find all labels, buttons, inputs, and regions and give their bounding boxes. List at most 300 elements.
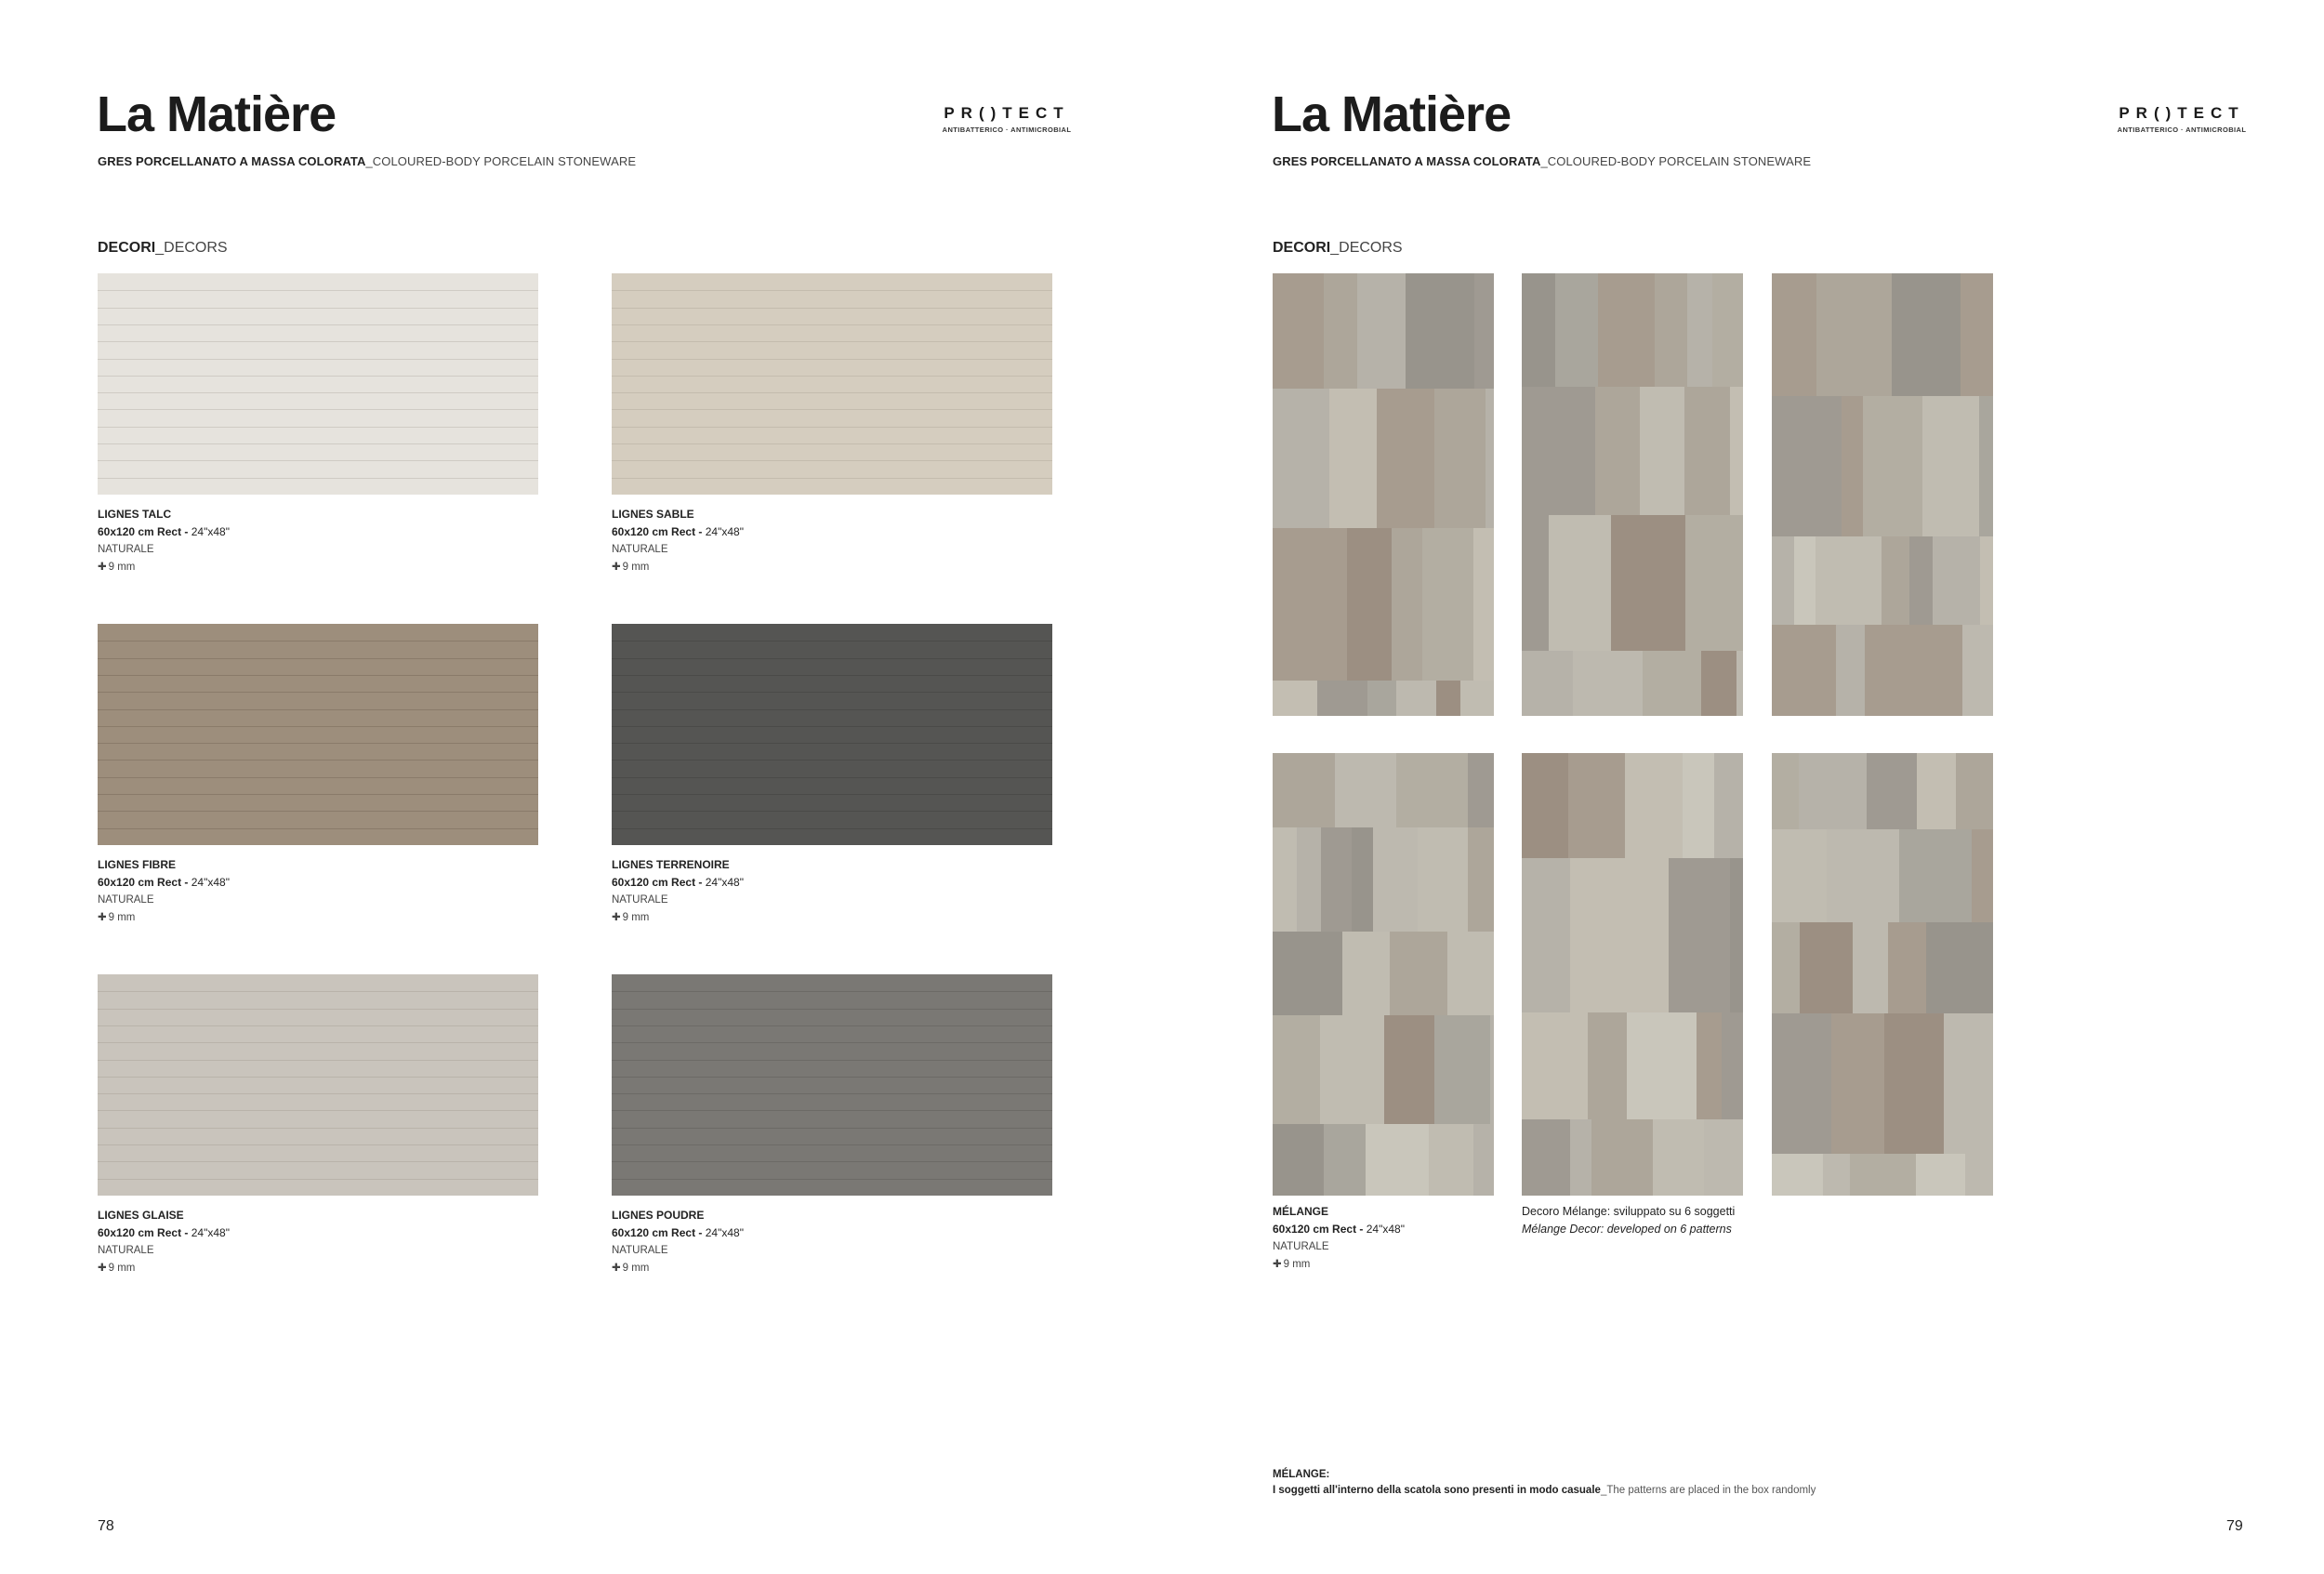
product-size (612, 874, 1002, 892)
section-light: _DECORS (155, 240, 228, 256)
pattern-block (1772, 1013, 1831, 1154)
tile-stripe (612, 1161, 1052, 1162)
thickness-icon: ✚ (1273, 1259, 1282, 1270)
tile-stripe (612, 692, 1052, 693)
pattern-block (1772, 396, 1842, 536)
pattern-block (1794, 536, 1816, 625)
collection-title: La Matière (97, 86, 337, 142)
pattern-block (1570, 1119, 1591, 1196)
pattern-block (1329, 389, 1377, 528)
product-thickness (612, 559, 1002, 576)
pattern-block (1522, 651, 1573, 716)
product-tile (612, 624, 1052, 845)
tile-stripe (98, 1009, 538, 1010)
product-size-metric: 60x120 cm Rect - (612, 1226, 703, 1239)
tile-stripe (98, 1060, 538, 1061)
product-finish: NATURALE (98, 894, 154, 906)
section-bold: DECORI (1273, 240, 1331, 256)
pattern-block (1321, 827, 1352, 932)
pattern-block (1799, 753, 1867, 829)
tile-stripe (612, 991, 1052, 992)
product-caption (612, 1207, 1002, 1277)
pattern-block (1490, 1015, 1494, 1124)
thickness-icon: ✚ (612, 562, 621, 573)
pattern-block (1352, 827, 1373, 932)
decor-note-it: Decoro Mélange: sviluppato su 6 soggetti (1522, 1205, 1736, 1218)
product-name: LIGNES SABLE (612, 508, 694, 521)
pattern-block (1701, 651, 1736, 716)
pattern-block (1573, 651, 1611, 716)
melange-pattern-tile (1522, 753, 1743, 1196)
product-caption (98, 856, 488, 927)
pattern-block (1273, 389, 1329, 528)
product-size-metric: 60x120 cm Rect - (98, 876, 189, 889)
pattern-block (1772, 1154, 1823, 1196)
product-tile (98, 273, 538, 495)
product-size-inch: 24"x48" (705, 1226, 744, 1239)
pattern-block (1687, 273, 1712, 387)
pattern-block (1422, 528, 1473, 681)
section-heading (1273, 240, 1403, 257)
product-size-inch: 24"x48" (705, 525, 744, 538)
pattern-block (1522, 858, 1570, 1012)
footnote-title: MÉLANGE: (1273, 1469, 1330, 1480)
pattern-block (1317, 681, 1367, 716)
tile-stripe (98, 427, 538, 428)
product-thickness (98, 1260, 488, 1277)
pattern-block (1390, 932, 1447, 1015)
collection-title: La Matière (1272, 86, 1512, 142)
tile-stripe (98, 811, 538, 812)
tile-stripe (612, 341, 1052, 342)
pattern-block (1611, 651, 1643, 716)
pattern-block (1486, 389, 1494, 528)
tile-stripe (612, 324, 1052, 325)
pattern-block (1653, 1119, 1704, 1196)
product-thickness-value: 9 mm (108, 912, 136, 923)
tile-stripe (98, 794, 538, 795)
product-tile (612, 974, 1052, 1196)
pattern-block (1917, 753, 1956, 829)
pattern-block (1730, 387, 1743, 515)
pattern-block (1640, 387, 1684, 515)
product-thickness-value: 9 mm (108, 562, 136, 573)
pattern-block (1823, 1154, 1850, 1196)
pattern-block (1836, 625, 1865, 716)
product-tile (98, 624, 538, 845)
pattern-block (1655, 273, 1687, 387)
product-thickness-value: 9 mm (622, 1263, 650, 1274)
thickness-icon: ✚ (98, 912, 107, 923)
pattern-block (1522, 753, 1568, 858)
product-thickness-value: 9 mm (622, 562, 650, 573)
product-size-metric: 60x120 cm Rect - (98, 1226, 189, 1239)
tile-stripe (612, 709, 1052, 710)
pattern-block (1772, 273, 1816, 396)
product-name: LIGNES TERRENOIRE (612, 858, 730, 871)
pattern-block (1396, 681, 1436, 716)
pattern-block (1591, 1119, 1653, 1196)
tile-stripe (98, 777, 538, 778)
melange-pattern-tile (1522, 273, 1743, 716)
product-thickness (98, 559, 488, 576)
product-thickness-value: 9 mm (622, 912, 650, 923)
product-size (98, 874, 488, 892)
pattern-block (1297, 827, 1321, 932)
pattern-block (1956, 753, 1993, 829)
subtitle-bold: GRES PORCELLANATO A MASSA COLORATA (1273, 154, 1541, 168)
pattern-block (1396, 753, 1468, 827)
pattern-block (1555, 273, 1598, 387)
pattern-block (1588, 1012, 1627, 1119)
pattern-block (1434, 1015, 1490, 1124)
pattern-block (1273, 681, 1317, 716)
pattern-block (1888, 922, 1926, 1013)
pattern-block (1685, 515, 1743, 651)
pattern-block (1926, 922, 1993, 1013)
tile-stripe (98, 1042, 538, 1043)
collection-subtitle (98, 154, 636, 168)
pattern-block (1625, 753, 1683, 858)
melange-pattern-tile (1273, 273, 1494, 716)
footnote-bold: I soggetti all'interno della scatola sono presenti in modo casuale (1273, 1485, 1601, 1496)
tile-stripe (612, 359, 1052, 360)
protect-logo (2112, 104, 2251, 134)
tile-stripe (612, 1093, 1052, 1094)
tile-stripe (98, 359, 538, 360)
tile-stripe (612, 1042, 1052, 1043)
product-size-metric: 60x120 cm Rect - (1273, 1223, 1364, 1236)
section-bold: DECORI (98, 240, 156, 256)
pattern-block (1273, 753, 1335, 827)
pattern-block (1522, 515, 1549, 651)
pattern-block (1979, 396, 1993, 536)
pattern-block (1909, 536, 1933, 625)
product-finish: NATURALE (98, 1245, 154, 1256)
pattern-block (1468, 753, 1494, 827)
right-page (1162, 0, 2324, 1574)
pattern-block (1595, 387, 1640, 515)
pattern-block (1273, 827, 1297, 932)
product-size-inch: 24"x48" (191, 525, 230, 538)
product-size-inch: 24"x48" (191, 1226, 230, 1239)
pattern-block (1920, 625, 1962, 716)
tile-stripe (98, 443, 538, 444)
tile-stripe (98, 308, 538, 309)
pattern-block (1722, 1012, 1743, 1119)
section-heading (98, 240, 228, 257)
pattern-block (1772, 536, 1794, 625)
tile-stripe (98, 324, 538, 325)
pattern-block (1373, 827, 1418, 932)
product-name: LIGNES POUDRE (612, 1209, 705, 1222)
subtitle-light: _COLOURED-BODY PORCELAIN STONEWARE (365, 154, 637, 168)
subtitle-light: _COLOURED-BODY PORCELAIN STONEWARE (1540, 154, 1812, 168)
protect-logo (937, 104, 1076, 134)
pattern-block (1273, 932, 1342, 1015)
product-caption (98, 506, 488, 576)
tile-stripe (612, 658, 1052, 659)
pattern-block (1434, 389, 1486, 528)
pattern-block (1850, 1154, 1916, 1196)
pattern-block (1697, 1012, 1722, 1119)
pattern-block (1669, 858, 1730, 1012)
pattern-block (1570, 858, 1612, 1012)
pattern-block (1598, 273, 1655, 387)
tile-stripe (98, 726, 538, 727)
tile-stripe (612, 1128, 1052, 1129)
pattern-block (1611, 515, 1685, 651)
pattern-block (1384, 1015, 1434, 1124)
tile-stripe (98, 641, 538, 642)
product-size (98, 1224, 488, 1242)
product-size (612, 1224, 1002, 1242)
pattern-block (1347, 528, 1392, 681)
product-size (612, 523, 1002, 541)
pattern-block (1683, 753, 1714, 858)
pattern-block (1522, 1119, 1570, 1196)
tile-stripe (98, 376, 538, 377)
pattern-block (1853, 922, 1888, 1013)
tile-stripe (98, 675, 538, 676)
tile-stripe (98, 1144, 538, 1145)
pattern-block (1568, 753, 1625, 858)
product-thickness (612, 909, 1002, 927)
tile-stripe (612, 427, 1052, 428)
tile-stripe (612, 1060, 1052, 1061)
pattern-block (1730, 858, 1743, 1012)
pattern-block (1377, 389, 1434, 528)
pattern-block (1816, 273, 1892, 396)
pattern-block (1342, 932, 1390, 1015)
pattern-block (1612, 858, 1669, 1012)
pattern-block (1273, 1015, 1320, 1124)
tile-stripe (98, 478, 538, 479)
tile-stripe (612, 1025, 1052, 1026)
product-thickness-value: 9 mm (1283, 1259, 1311, 1270)
product-caption (98, 1207, 488, 1277)
pattern-block (1460, 681, 1494, 716)
tile-stripe (98, 709, 538, 710)
tile-stripe (612, 811, 1052, 812)
tile-stripe (612, 641, 1052, 642)
pattern-block (1831, 1013, 1884, 1154)
product-size-metric: 60x120 cm Rect - (98, 525, 189, 538)
tile-stripe (612, 726, 1052, 727)
tile-stripe (612, 1179, 1052, 1180)
pattern-block (1730, 1119, 1743, 1196)
pattern-block (1436, 681, 1460, 716)
tile-stripe (612, 1009, 1052, 1010)
product-thickness-value: 9 mm (108, 1263, 136, 1274)
pattern-block (1899, 829, 1972, 922)
thickness-icon: ✚ (612, 912, 621, 923)
pattern-block (1366, 1124, 1429, 1196)
product-size (98, 523, 488, 541)
tile-stripe (612, 376, 1052, 377)
tile-stripe (98, 1110, 538, 1111)
tile-stripe (98, 409, 538, 410)
product-finish: NATURALE (612, 894, 668, 906)
tile-stripe (98, 743, 538, 744)
pattern-block (1684, 387, 1730, 515)
tile-stripe (612, 828, 1052, 829)
pattern-block (1522, 1012, 1588, 1119)
product-tile (612, 273, 1052, 495)
pattern-block (1447, 932, 1494, 1015)
tile-stripe (98, 1161, 538, 1162)
product-size-inch: 24"x48" (705, 876, 744, 889)
tile-stripe (612, 443, 1052, 444)
pattern-block (1816, 536, 1882, 625)
thickness-icon: ✚ (98, 562, 107, 573)
protect-logo-word: PR()TECT (2119, 104, 2245, 122)
pattern-block (1736, 651, 1743, 716)
product-thickness (1273, 1256, 1663, 1274)
melange-pattern-tile (1772, 753, 1993, 1196)
melange-pattern-tile (1772, 273, 1993, 716)
pattern-block (1944, 1013, 1993, 1154)
product-thickness (612, 1260, 1002, 1277)
product-name: MÉLANGE (1273, 1205, 1328, 1218)
product-thickness (98, 909, 488, 927)
pattern-block (1882, 536, 1909, 625)
pattern-block (1916, 1154, 1965, 1196)
pattern-block (1473, 528, 1494, 681)
pattern-block (1863, 396, 1922, 536)
product-size-inch: 24"x48" (1366, 1223, 1405, 1236)
pattern-block (1273, 273, 1324, 389)
tile-stripe (612, 675, 1052, 676)
tile-stripe (98, 341, 538, 342)
melange-decor-note (1522, 1203, 1735, 1238)
pattern-block (1320, 1015, 1384, 1124)
decor-note-en: Mélange Decor: developed on 6 patterns (1522, 1223, 1732, 1236)
product-caption (612, 856, 1002, 927)
tile-stripe (612, 760, 1052, 761)
pattern-block (1972, 829, 1993, 922)
tile-stripe (98, 1077, 538, 1078)
pattern-block (1627, 1012, 1697, 1119)
thickness-icon: ✚ (98, 1263, 107, 1274)
pattern-block (1468, 827, 1494, 932)
melange-footnote (1273, 1467, 1816, 1499)
tile-stripe (98, 392, 538, 393)
protect-logo-tagline: ANTIBATTERICO · ANTIMICROBIAL (2117, 126, 2247, 134)
tile-stripe (612, 743, 1052, 744)
tile-stripe (612, 478, 1052, 479)
pattern-block (1865, 625, 1920, 716)
pattern-block (1772, 829, 1827, 922)
pattern-block (1429, 1124, 1473, 1196)
tile-stripe (612, 1110, 1052, 1111)
product-size-metric: 60x120 cm Rect - (612, 876, 703, 889)
product-finish: NATURALE (98, 544, 154, 555)
pattern-block (1961, 273, 1993, 396)
product-size-inch: 24"x48" (191, 876, 230, 889)
product-caption (612, 506, 1002, 576)
protect-logo-word: PR()TECT (944, 104, 1070, 122)
pattern-block (1933, 536, 1980, 625)
page-number: 79 (2226, 1518, 2243, 1534)
pattern-block (1965, 1154, 1993, 1196)
tile-stripe (612, 1077, 1052, 1078)
product-name: LIGNES TALC (98, 508, 172, 521)
footnote-light: _The patterns are placed in the box randomly (1600, 1485, 1816, 1496)
pattern-block (1827, 829, 1899, 922)
pattern-block (1392, 528, 1422, 681)
pattern-block (1473, 1124, 1494, 1196)
pattern-block (1714, 753, 1743, 858)
product-size-metric: 60x120 cm Rect - (612, 525, 703, 538)
product-finish: NATURALE (612, 544, 668, 555)
pattern-block (1800, 922, 1853, 1013)
tile-stripe (612, 794, 1052, 795)
pattern-block (1273, 1124, 1324, 1196)
tile-stripe (98, 692, 538, 693)
pattern-block (1549, 515, 1611, 651)
pattern-block (1643, 651, 1701, 716)
tile-stripe (98, 991, 538, 992)
product-tile (98, 974, 538, 1196)
product-finish: NATURALE (1273, 1241, 1329, 1252)
tile-stripe (98, 290, 538, 291)
thickness-icon: ✚ (612, 1263, 621, 1274)
pattern-block (1772, 922, 1800, 1013)
tile-stripe (612, 409, 1052, 410)
pattern-block (1867, 753, 1917, 829)
pattern-block (1273, 528, 1347, 681)
pattern-block (1335, 753, 1396, 827)
pattern-block (1367, 681, 1396, 716)
subtitle-bold: GRES PORCELLANATO A MASSA COLORATA (98, 154, 366, 168)
product-name: LIGNES GLAISE (98, 1209, 184, 1222)
pattern-block (1522, 273, 1555, 387)
tile-stripe (98, 1093, 538, 1094)
melange-pattern-tile (1273, 753, 1494, 1196)
product-finish: NATURALE (612, 1245, 668, 1256)
section-light: _DECORS (1330, 240, 1403, 256)
tile-stripe (98, 760, 538, 761)
pattern-block (1922, 396, 1979, 536)
collection-subtitle (1273, 154, 1811, 168)
tile-stripe (98, 658, 538, 659)
pattern-block (1980, 536, 1993, 625)
tile-stripe (612, 1144, 1052, 1145)
pattern-block (1772, 753, 1799, 829)
pattern-block (1962, 625, 1993, 716)
tile-stripe (98, 1025, 538, 1026)
tile-stripe (98, 828, 538, 829)
page-number: 78 (98, 1518, 114, 1534)
pattern-block (1324, 1124, 1366, 1196)
tile-stripe (98, 1179, 538, 1180)
pattern-block (1474, 273, 1494, 389)
pattern-block (1704, 1119, 1730, 1196)
pattern-block (1357, 273, 1406, 389)
pattern-block (1892, 273, 1961, 396)
tile-stripe (612, 308, 1052, 309)
tile-stripe (98, 460, 538, 461)
product-name: LIGNES FIBRE (98, 858, 177, 871)
tile-stripe (612, 460, 1052, 461)
tile-stripe (612, 392, 1052, 393)
protect-logo-tagline: ANTIBATTERICO · ANTIMICROBIAL (942, 126, 1072, 134)
pattern-block (1772, 625, 1836, 716)
pattern-block (1884, 1013, 1944, 1154)
pattern-block (1324, 273, 1357, 389)
tile-stripe (98, 1128, 538, 1129)
